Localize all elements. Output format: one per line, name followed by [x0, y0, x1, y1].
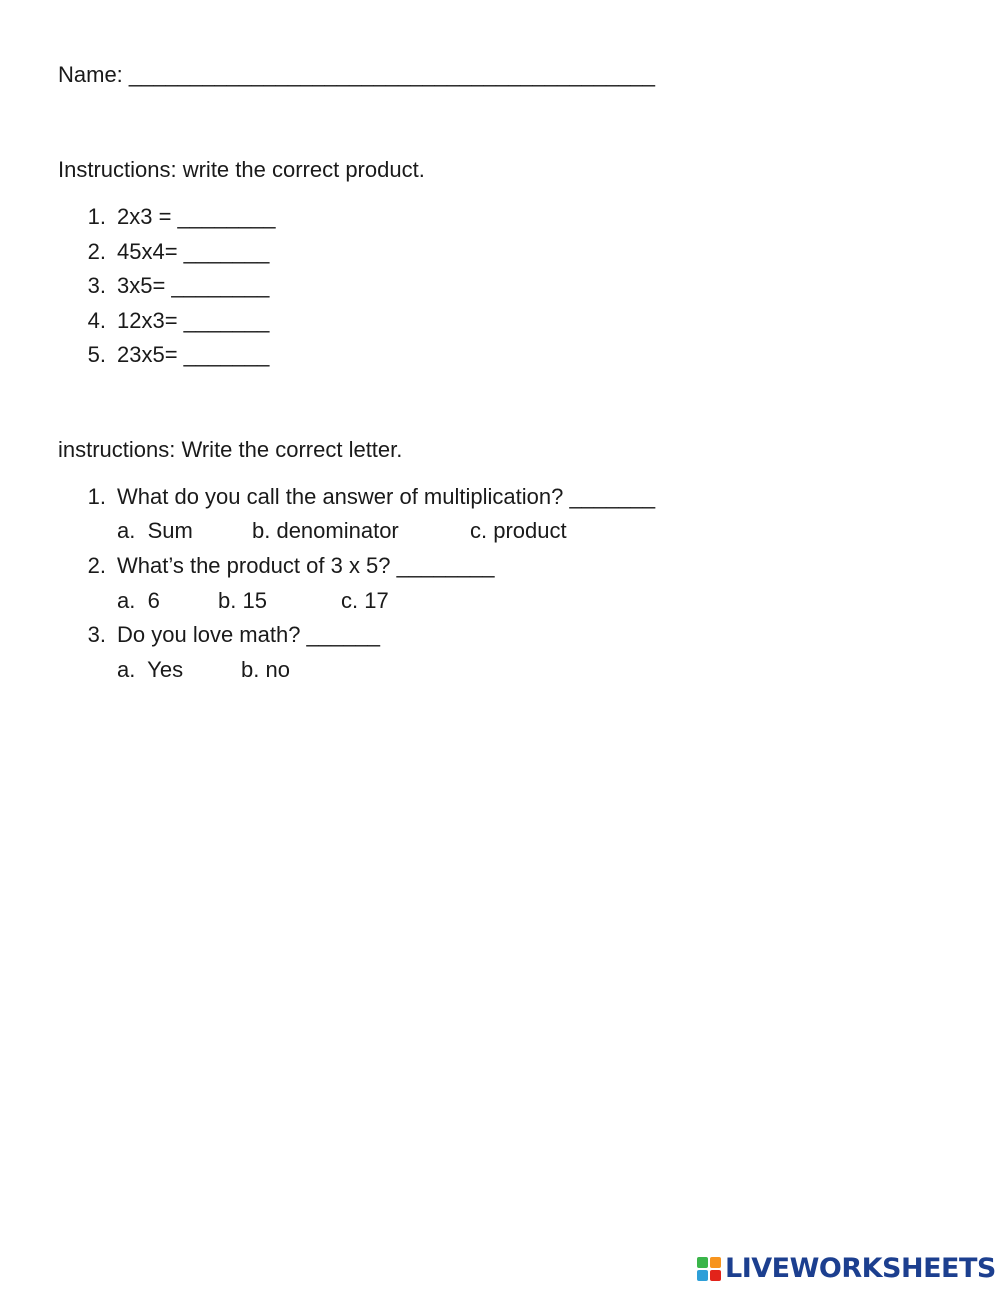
question-text: What do you call the answer of multiplication? _______	[117, 484, 656, 509]
section1-instructions: Instructions: write the correct product.	[58, 157, 425, 182]
question-number: 2.	[87, 553, 106, 578]
question-text: What’s the product of 3 x 5? ________	[117, 553, 495, 578]
list-item: 2x3 = ________	[117, 204, 276, 229]
logo-square-orange	[710, 1257, 721, 1268]
liveworksheets-logo	[697, 1254, 996, 1284]
question-number: 1.	[87, 484, 106, 509]
list-item: 3x5= ________	[117, 273, 270, 298]
option-b: b. denominator	[252, 518, 399, 543]
logo-text: LIVEWORKSHEETS	[725, 1253, 996, 1284]
list-item-number: 4.	[87, 308, 106, 333]
logo-mark-icon	[697, 1257, 721, 1281]
list-item: 12x3= _______	[117, 308, 270, 333]
option-a: a. Yes	[117, 657, 184, 682]
list-item: 23x5= _______	[117, 342, 270, 367]
list-item-number: 2.	[87, 239, 106, 264]
option-c: c. product	[470, 518, 567, 543]
logo-square-green	[697, 1257, 708, 1268]
list-item-number: 5.	[87, 342, 106, 367]
list-item-number: 1.	[87, 204, 106, 229]
option-b: b. 15	[218, 588, 267, 613]
logo-square-blue	[697, 1270, 708, 1281]
option-a: a. Sum	[117, 518, 193, 543]
list-item: 45x4= _______	[117, 239, 270, 264]
option-b: b. no	[241, 657, 290, 682]
section2-instructions: instructions: Write the correct letter.	[58, 437, 403, 462]
name-field-line: Name: ___________________________________________	[58, 62, 656, 87]
logo-square-red	[710, 1270, 721, 1281]
list-item-number: 3.	[87, 273, 106, 298]
question-text: Do you love math? ______	[117, 622, 380, 647]
option-a: a. 6	[117, 588, 160, 613]
question-number: 3.	[87, 622, 106, 647]
option-c: c. 17	[341, 588, 389, 613]
